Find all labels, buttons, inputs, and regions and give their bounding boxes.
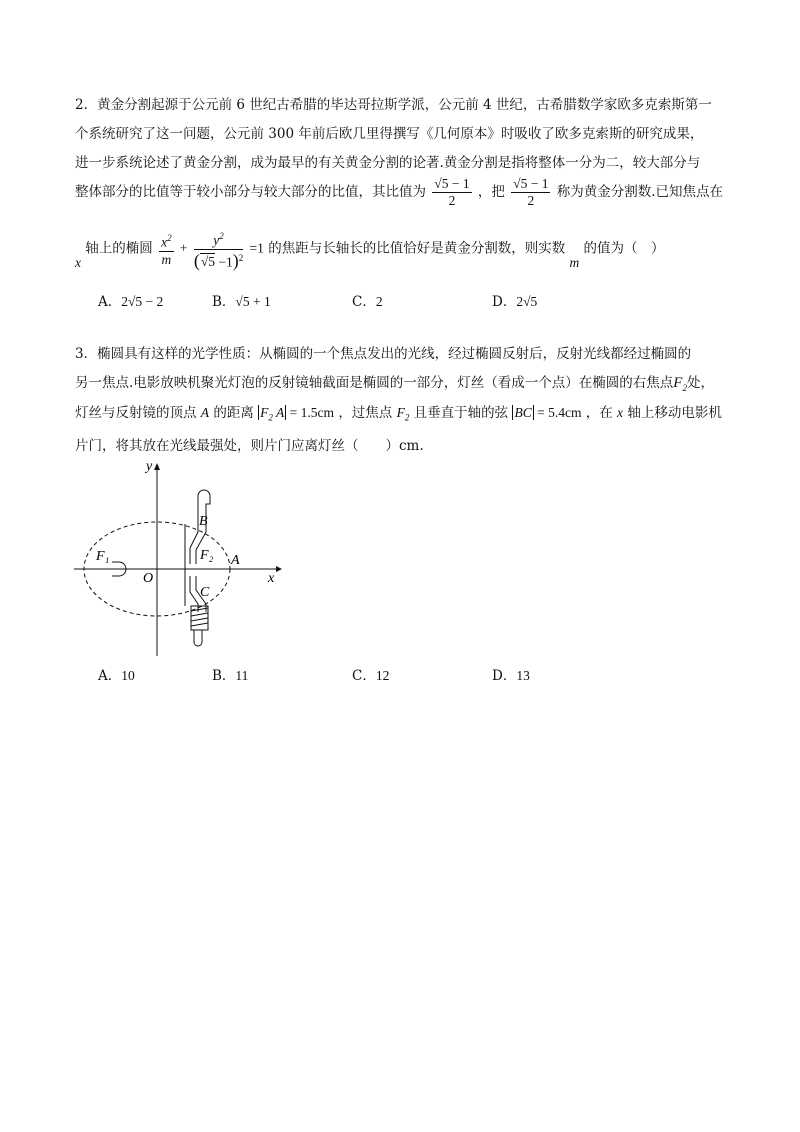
dist-fa: = 1.5cm	[289, 405, 335, 420]
q3-option-d[interactable]: D．13	[492, 668, 530, 684]
fig-label-x: x	[268, 571, 275, 586]
q2-line-4	[75, 176, 723, 209]
q2-line-5: x 轴上的椭圆 $\frac{x^2}{m}$ + $\frac{y^2}{(√5 -1)^2}$ =1 的焦距与长轴长的比值恰好是黄金分割数，则实数 m 的值为（ ）	[75, 228, 665, 270]
q2-option-d[interactable]: D．2√5	[492, 294, 538, 310]
q2-line-4-text-c: 称为黄金分割数.已知焦点在	[556, 184, 724, 200]
q3-line-3: 灯丝与反射镜的顶点 A 的距离 $F_2$ A = 1.5cm ，过焦点 $F_2$ 且垂直于轴的弦 BC = 5.4cm ，在 x 轴上移动电影机	[75, 405, 722, 423]
ellipse-reflector-figure	[70, 456, 290, 661]
fig-label-a: A	[231, 553, 240, 568]
q2-line-1: 2．黄金分割起源于公元前 6 世纪古希腊的毕达哥拉斯学派，公元前 4 世纪，古希腊数学家欧多克索斯第一	[75, 97, 712, 113]
golden-ratio-numerator: √5 − 1	[434, 176, 470, 191]
q2-option-a[interactable]: A．2√5 − 2	[98, 294, 164, 310]
var-x: x	[75, 254, 81, 270]
q2-option-c[interactable]: C．2	[352, 294, 383, 310]
q2-option-b[interactable]: B．√5 + 1	[212, 294, 271, 310]
fig-label-o: O	[143, 571, 154, 586]
q3-line-2: 另一焦点.电影放映机聚光灯泡的反射镜轴截面是椭圆的一部分，灯丝（看成一个点）在椭圆的右焦点$F_2$处，	[75, 375, 714, 393]
fig-label-c: C	[200, 585, 210, 600]
q3-line-1: 3．椭圆具有这样的光学性质：从椭圆的一个焦点发出的光线，经过椭圆反射后，反射光线都经过椭圆的	[75, 346, 692, 362]
q2-line-5-text-c: 的值为（ ）	[583, 240, 665, 257]
q2-line-4-text-b: ，把	[477, 184, 505, 200]
fig-label-y: y	[146, 459, 153, 474]
fig-label-f1: F₁	[96, 549, 110, 564]
fig-label-f2: F₂	[200, 548, 214, 563]
golden-ratio-numerator: √5 − 1	[513, 176, 549, 191]
ellipse-term-y: $\frac{y^2}{(√5 -1)^2}$	[194, 228, 243, 270]
ellipse-term-x: $\frac{x^2}{m}$	[159, 230, 174, 268]
golden-ratio-denominator: 2	[448, 193, 456, 208]
q2-line-5-text-b: 的焦距与长轴长的比值恰好是黄金分割数，则实数	[268, 240, 566, 257]
golden-ratio-fraction-2	[511, 176, 550, 209]
q3-option-a[interactable]: A．10	[98, 668, 135, 684]
q2-line-4-text-a: 整体部分的比值等于较小部分与较大部分的比值，其比值为	[75, 184, 426, 200]
q2-line-3: 进一步系统论述了黄金分割，成为最早的有关黄金分割的论著.黄金分割是指将整体一分为二，较大部分与	[75, 155, 701, 171]
golden-ratio-fraction-1	[432, 176, 471, 209]
golden-ratio-denominator: 2	[527, 193, 535, 208]
q3-option-b[interactable]: B．11	[212, 668, 249, 684]
dist-bc: = 5.4cm	[537, 405, 582, 420]
q2-line-2: 个系统研究了这一问题，公元前 300 年前后欧几里得撰写《几何原本》时吸收了欧多克索斯的研究成果，	[75, 126, 704, 142]
fig-label-b: B	[199, 514, 208, 529]
q3-line-4: 片门，将其放在光线最强处，则片门应离灯丝（ ）cm.	[75, 438, 424, 454]
q2-line-5-text-a: 轴上的椭圆	[85, 240, 153, 257]
var-m: m	[569, 254, 580, 270]
q3-option-c[interactable]: C．12	[352, 668, 390, 684]
